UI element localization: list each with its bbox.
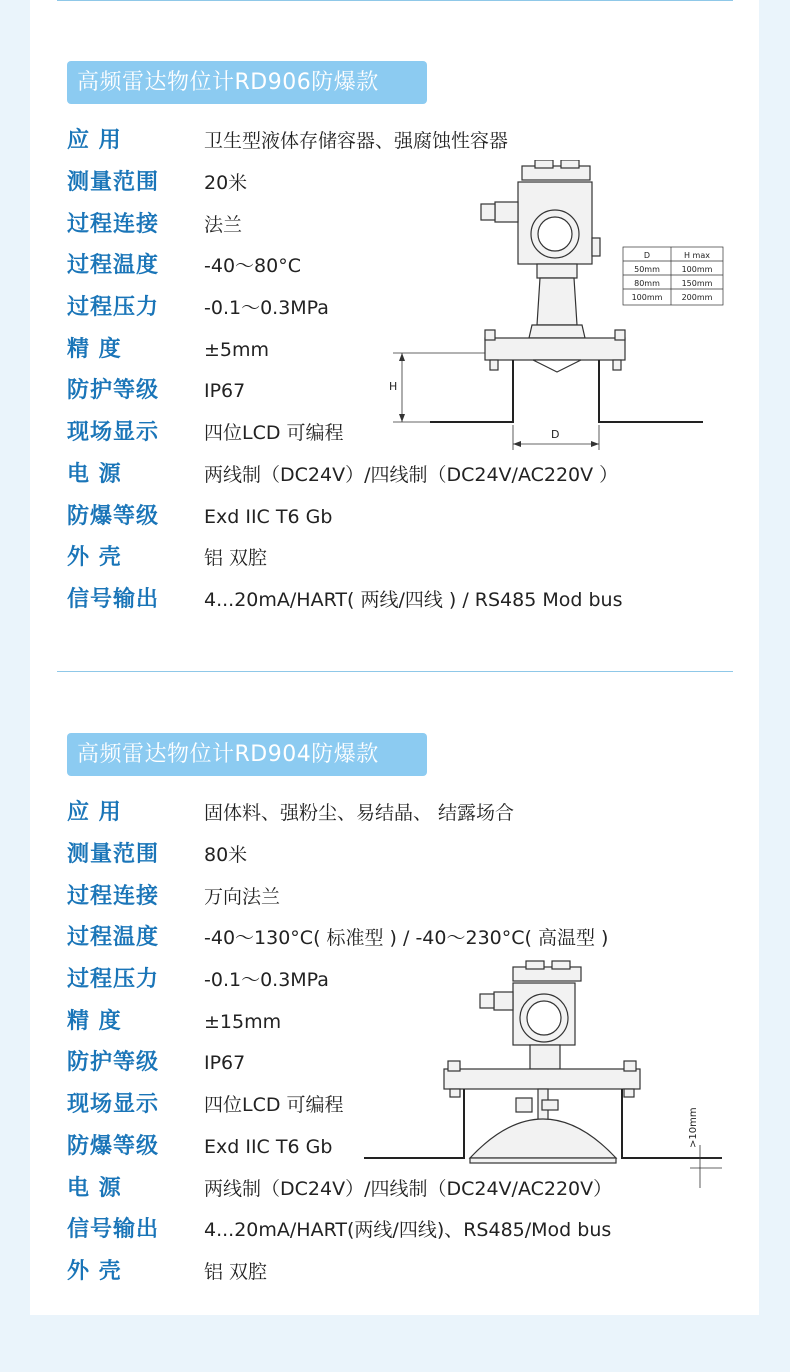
spec-value: Exd IIC T6 Gb bbox=[204, 1136, 333, 1158]
section-title-rd906: 高频雷达物位计RD906防爆款 bbox=[67, 61, 427, 104]
spec-row-application bbox=[67, 125, 707, 157]
spec-label: 过程压力 bbox=[67, 967, 160, 992]
top-divider bbox=[57, 0, 733, 1]
nozzle-left bbox=[364, 1089, 464, 1158]
spec-label: 应 用 bbox=[67, 128, 122, 153]
spec-value: IP67 bbox=[204, 380, 246, 402]
flange bbox=[485, 338, 625, 360]
spec-label: 精 度 bbox=[67, 337, 122, 362]
housing-cap bbox=[522, 166, 590, 180]
spec-value: 80米 bbox=[204, 844, 248, 866]
spec-row-housing bbox=[67, 542, 707, 574]
spec-label: 现场显示 bbox=[67, 1092, 160, 1117]
spec-value: 4...20mA/HART(两线/四线)、RS485/Mod bus bbox=[204, 1219, 612, 1241]
spec-value: 两线制（DC24V）/四线制（DC24V/AC220V） bbox=[204, 1178, 613, 1200]
table-cell: 150mm bbox=[681, 279, 713, 288]
spec-label: 电 源 bbox=[67, 1176, 122, 1201]
cable-gland bbox=[494, 992, 513, 1010]
spec-label: 过程压力 bbox=[67, 295, 160, 320]
spec-value: -0.1～0.3MPa bbox=[204, 297, 329, 319]
spec-value: 四位LCD 可编程 bbox=[204, 1094, 344, 1116]
spec-value: 固体料、强粉尘、易结晶、 结露场合 bbox=[204, 802, 515, 824]
table-header-d: D bbox=[643, 251, 651, 260]
spec-row-output bbox=[67, 1214, 707, 1246]
spec-row-range bbox=[67, 839, 707, 871]
table-cell: 50mm bbox=[634, 265, 660, 274]
spec-value: ±15mm bbox=[204, 1011, 282, 1033]
spec-value: IP67 bbox=[204, 1052, 246, 1074]
dim-label-d: D bbox=[551, 428, 560, 441]
spec-label: 测量范围 bbox=[67, 842, 160, 867]
spec-row-application bbox=[67, 797, 707, 829]
spec-label: 防护等级 bbox=[67, 1050, 160, 1075]
spec-value: Exd IIC T6 Gb bbox=[204, 506, 333, 528]
spec-value: -40～130°C( 标准型 ) / -40～230°C( 高温型 ) bbox=[204, 927, 609, 949]
spec-value: ±5mm bbox=[204, 339, 270, 361]
spec-value: -40～80°C bbox=[204, 255, 301, 277]
spec-row-temperature bbox=[67, 922, 707, 954]
spec-value: 卫生型液体存储容器、强腐蚀性容器 bbox=[204, 130, 509, 152]
spec-row-housing bbox=[67, 1256, 707, 1288]
spec-value: 4...20mA/HART( 两线/四线 ) / RS485 Mod bus bbox=[204, 589, 623, 611]
dish-antenna bbox=[470, 1119, 616, 1158]
spec-row-power bbox=[67, 459, 707, 491]
spec-label: 电 源 bbox=[67, 462, 122, 487]
spec-value: 两线制（DC24V）/四线制（DC24V/AC220V ） bbox=[204, 464, 619, 486]
spec-label: 信号输出 bbox=[67, 1217, 160, 1242]
dim-label-min: >10mm bbox=[688, 1107, 699, 1148]
spec-value: 铝 双腔 bbox=[204, 547, 268, 569]
universal-flange bbox=[444, 1069, 640, 1089]
table-header-hmax: H max bbox=[684, 251, 710, 260]
nozzle-right bbox=[622, 1089, 722, 1158]
rd904-drawing bbox=[360, 960, 730, 1192]
spec-value: 四位LCD 可编程 bbox=[204, 422, 344, 444]
spec-label: 外 壳 bbox=[67, 1259, 122, 1284]
spec-label: 测量范围 bbox=[67, 170, 160, 195]
spec-label: 防爆等级 bbox=[67, 504, 160, 529]
spec-label: 精 度 bbox=[67, 1009, 122, 1034]
spec-label: 防护等级 bbox=[67, 378, 160, 403]
spec-value: 铝 双腔 bbox=[204, 1261, 268, 1283]
spec-label: 过程连接 bbox=[67, 212, 160, 237]
cable-gland bbox=[495, 202, 518, 222]
spec-label: 应 用 bbox=[67, 800, 122, 825]
spec-value: 万向法兰 bbox=[204, 886, 281, 908]
table-cell: 80mm bbox=[634, 279, 660, 288]
section-title-rd904: 高频雷达物位计RD904防爆款 bbox=[67, 733, 427, 776]
housing-cap bbox=[513, 967, 581, 981]
spec-label: 过程连接 bbox=[67, 884, 160, 909]
table-cell: 100mm bbox=[681, 265, 713, 274]
nozzle-left bbox=[430, 360, 513, 422]
spec-value: 法兰 bbox=[204, 214, 243, 236]
spec-label: 防爆等级 bbox=[67, 1134, 160, 1159]
spec-label: 现场显示 bbox=[67, 420, 160, 445]
rd906-drawing bbox=[385, 160, 730, 460]
dim-label-h: H bbox=[389, 380, 398, 393]
spec-value: -0.1～0.3MPa bbox=[204, 969, 329, 991]
spec-row-connection bbox=[67, 881, 707, 913]
spec-row-explosion bbox=[67, 501, 707, 533]
spec-value: 20米 bbox=[204, 172, 248, 194]
table-cell: 100mm bbox=[631, 293, 663, 302]
table-cell: 200mm bbox=[681, 293, 713, 302]
spec-label: 外 壳 bbox=[67, 545, 122, 570]
spec-label: 过程温度 bbox=[67, 925, 160, 950]
section-divider bbox=[57, 671, 733, 672]
spec-label: 信号输出 bbox=[67, 587, 160, 612]
spec-row-output bbox=[67, 584, 707, 616]
spec-label: 过程温度 bbox=[67, 253, 160, 278]
